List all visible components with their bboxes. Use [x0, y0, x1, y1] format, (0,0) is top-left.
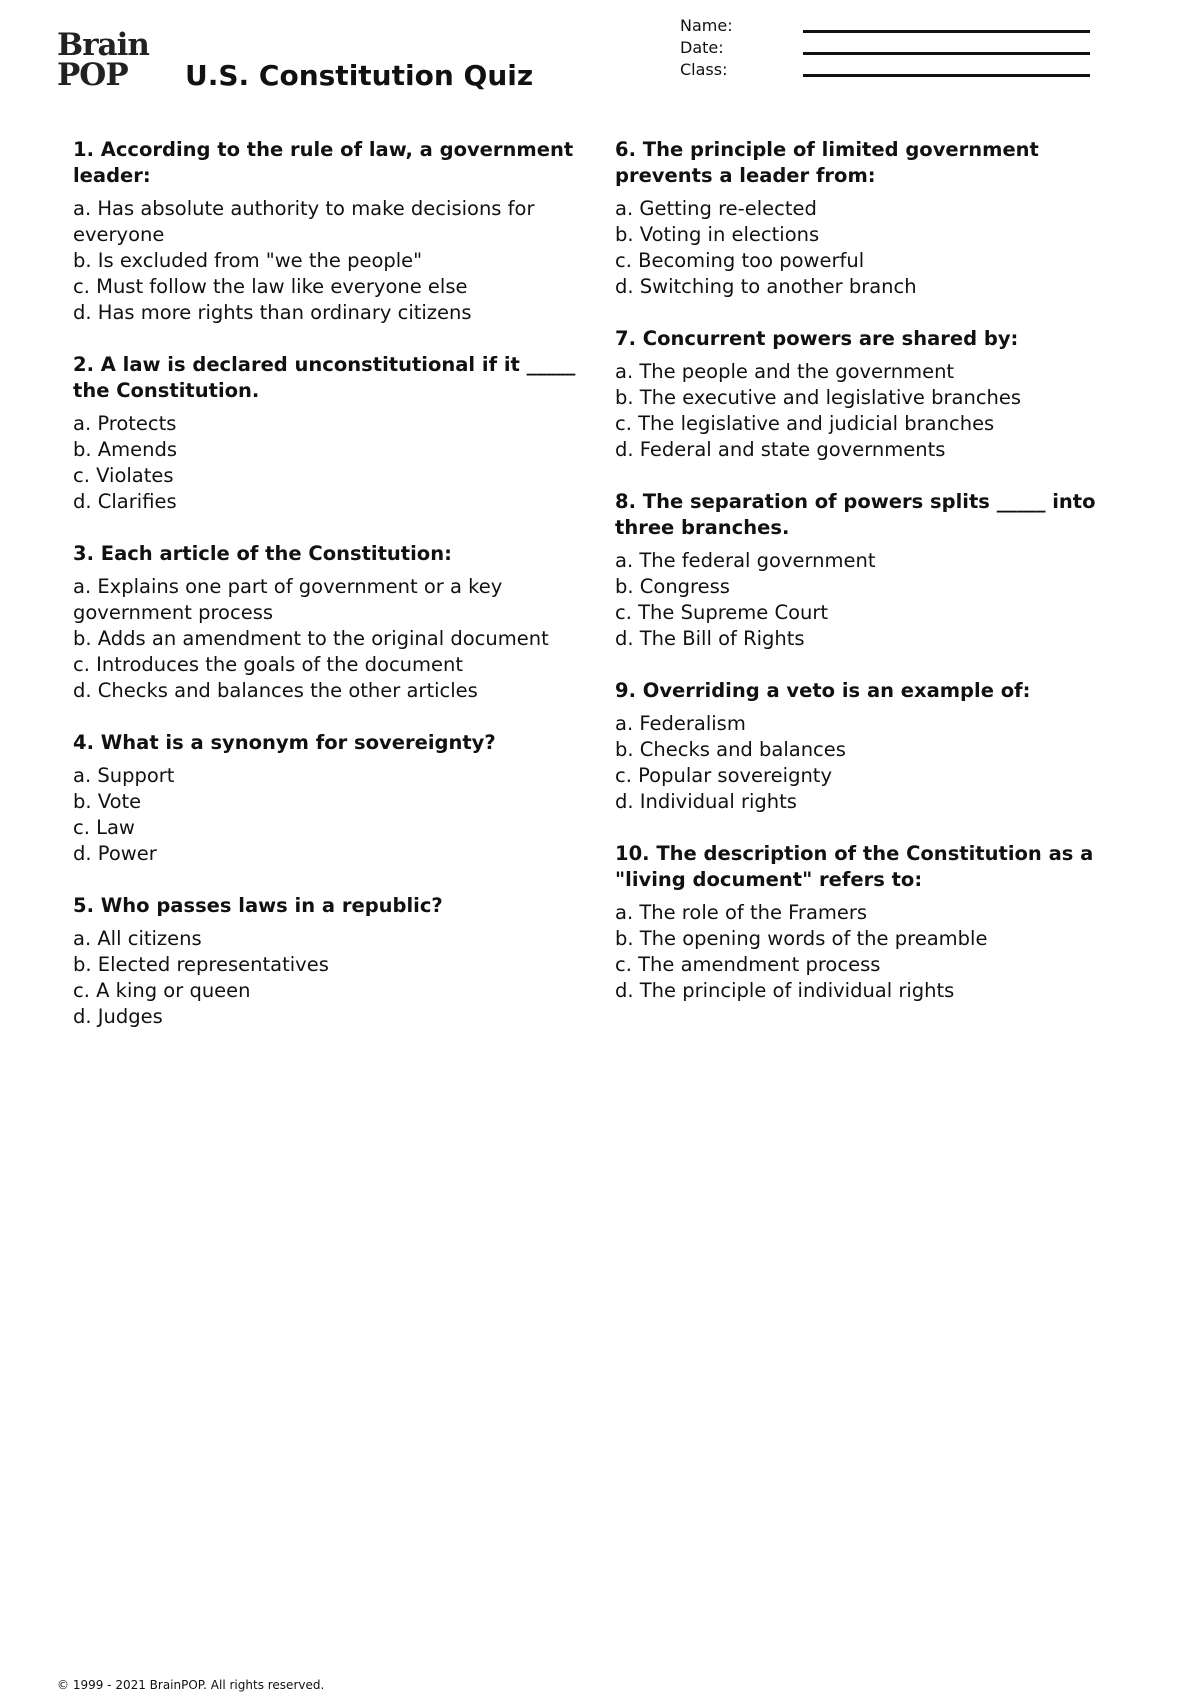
logo-word-brain: Brain [57, 27, 149, 63]
answer-option-d[interactable]: d. The Bill of Rights [615, 627, 805, 650]
answer-option-d[interactable]: d. The principle of individual rights [615, 979, 955, 1002]
class-field-label: Class: [680, 60, 728, 79]
answer-option-a[interactable]: a. The people and the government [615, 360, 955, 383]
answer-option-b[interactable]: b. Checks and balances [615, 738, 846, 761]
name-field-label: Name: [680, 16, 733, 35]
answer-option-d[interactable]: d. Judges [73, 1005, 163, 1028]
question-stem: 6. The principle of limited government prevents a leader from: [615, 138, 1039, 187]
answer-option-c[interactable]: c. Introduces the goals of the document [73, 653, 464, 676]
answer-option-c[interactable]: c. Law [73, 816, 135, 839]
question-stem: 1. According to the rule of law, a government leader: [73, 138, 574, 187]
answer-option-b[interactable]: b. Is excluded from "we the people" [73, 249, 423, 272]
question-4 [73, 730, 615, 867]
answer-option-b[interactable]: b. Congress [615, 575, 730, 598]
question-stem: 2. A law is declared unconstitutional if it _____ the Constitution. [73, 353, 576, 402]
quiz-questions [73, 137, 1123, 1056]
question-stem: 4. What is a synonym for sovereignty? [73, 731, 496, 754]
page-title: U.S. Constitution Quiz [185, 59, 534, 92]
question-stem: 9. Overriding a veto is an example of: [615, 679, 1031, 702]
question-stem: 3. Each article of the Constitution: [73, 542, 452, 565]
question-1 [73, 137, 615, 326]
right-column [615, 137, 1115, 1056]
answer-option-c[interactable]: c. Must follow the law like everyone else [73, 275, 468, 298]
logo-word-pop: POP [57, 57, 128, 93]
date-field-label: Date: [680, 38, 724, 57]
question-stem: 7. Concurrent powers are shared by: [615, 327, 1019, 350]
date-field-line[interactable] [803, 52, 1090, 55]
answer-option-a[interactable]: a. All citizens [73, 927, 202, 950]
copyright-footer: © 1999 - 2021 BrainPOP. All rights reserved. [57, 1678, 325, 1692]
question-7 [615, 326, 1115, 463]
left-column [73, 137, 615, 1056]
answer-option-c[interactable]: c. Violates [73, 464, 174, 487]
answer-option-b[interactable]: b. The opening words of the preamble [615, 927, 988, 950]
answer-option-c[interactable]: c. The amendment process [615, 953, 881, 976]
student-info-fields [680, 15, 1090, 81]
answer-option-a[interactable]: a. Protects [73, 412, 177, 435]
class-field[interactable] [680, 59, 1090, 81]
answer-option-b[interactable]: b. Adds an amendment to the original document [73, 627, 549, 650]
answer-option-a[interactable]: a. The federal government [615, 549, 876, 572]
answer-option-b[interactable]: b. Vote [73, 790, 142, 813]
answer-option-c[interactable]: c. Popular sovereignty [615, 764, 832, 787]
answer-option-a[interactable]: a. The role of the Framers [615, 901, 868, 924]
answer-option-d[interactable]: d. Power [73, 842, 157, 865]
question-2 [73, 352, 615, 515]
answer-option-c[interactable]: c. Becoming too powerful [615, 249, 865, 272]
answer-option-a[interactable]: a. Explains one part of government or a key government process [73, 575, 503, 624]
answer-option-c[interactable]: c. A king or queen [73, 979, 251, 1002]
answer-option-a[interactable]: a. Support [73, 764, 175, 787]
question-stem: 10. The description of the Constitution as a "living document" refers to: [615, 842, 1094, 891]
name-field[interactable] [680, 15, 1090, 37]
answer-option-a[interactable]: a. Getting re-elected [615, 197, 817, 220]
question-stem: 8. The separation of powers splits _____ into three branches. [615, 490, 1096, 539]
brainpop-logo [57, 27, 167, 93]
answer-option-d[interactable]: d. Checks and balances the other articles [73, 679, 478, 702]
answer-option-b[interactable]: b. The executive and legislative branches [615, 386, 1022, 409]
class-field-line[interactable] [803, 74, 1090, 77]
question-stem: 5. Who passes laws in a republic? [73, 894, 443, 917]
answer-option-d[interactable]: d. Clarifies [73, 490, 177, 513]
question-9 [615, 678, 1115, 815]
question-10 [615, 841, 1115, 1004]
question-3 [73, 541, 615, 704]
answer-option-b[interactable]: b. Elected representatives [73, 953, 329, 976]
answer-option-c[interactable]: c. The legislative and judicial branches [615, 412, 995, 435]
question-6 [615, 137, 1115, 300]
name-field-line[interactable] [803, 30, 1090, 33]
answer-option-d[interactable]: d. Has more rights than ordinary citizens [73, 301, 472, 324]
question-5 [73, 893, 615, 1030]
answer-option-c[interactable]: c. The Supreme Court [615, 601, 829, 624]
question-8 [615, 489, 1115, 652]
answer-option-d[interactable]: d. Federal and state governments [615, 438, 946, 461]
answer-option-a[interactable]: a. Federalism [615, 712, 746, 735]
answer-option-b[interactable]: b. Voting in elections [615, 223, 820, 246]
answer-option-a[interactable]: a. Has absolute authority to make decisions for everyone [73, 197, 535, 246]
answer-option-d[interactable]: d. Switching to another branch [615, 275, 917, 298]
answer-option-b[interactable]: b. Amends [73, 438, 178, 461]
date-field[interactable] [680, 37, 1090, 59]
answer-option-d[interactable]: d. Individual rights [615, 790, 797, 813]
